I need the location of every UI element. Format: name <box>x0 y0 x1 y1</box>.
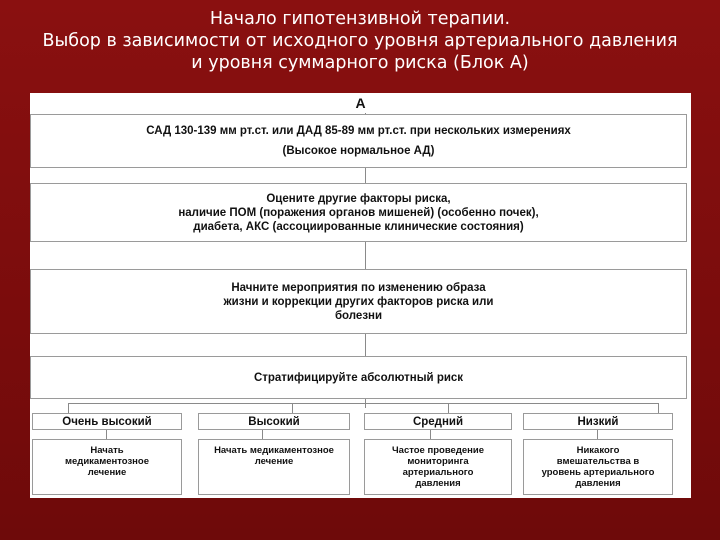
risk-drop-1 <box>106 429 107 439</box>
stratify-text: Стратифицируйте абсолютный риск <box>253 371 464 384</box>
action-very-high-line-1: Начать <box>90 445 124 456</box>
branch-drop-2 <box>292 403 293 413</box>
action-high-line-2: лечение <box>254 456 294 467</box>
title-line-2: Выбор в зависимости от исходного уровня артериального давления <box>42 31 678 51</box>
action-very-high-box <box>32 439 182 495</box>
risk-very-high-box <box>32 413 182 430</box>
bp-range-box <box>30 114 687 168</box>
action-low-line-4: давления <box>575 478 621 489</box>
lifestyle-box <box>30 269 687 334</box>
risk-drop-4 <box>597 429 598 439</box>
action-high-line-1: Начать медикаментозное <box>214 445 334 456</box>
title-line-1: Начало гипотензивной терапии. <box>209 9 511 29</box>
risk-high-label: Высокий <box>248 415 300 428</box>
bp-range-text: САД 130-139 мм рт.ст. или ДАД 85-89 мм рт.ст. при нескольких измерениях <box>146 125 571 137</box>
risk-low-box <box>523 413 673 430</box>
risk-factors-line-2: наличие ПОМ (поражения органов мишеней) (особенно почек), <box>178 206 539 219</box>
action-medium-line-3: артериального <box>402 467 474 478</box>
risk-drop-3 <box>430 429 431 439</box>
risk-very-high-label: Очень высокий <box>62 415 152 428</box>
action-low-line-3: уровень артериального <box>541 467 655 478</box>
risk-high-box <box>198 413 350 430</box>
action-low-box <box>523 439 673 495</box>
branch-horizontal <box>68 403 659 404</box>
flowchart-panel <box>30 93 691 498</box>
risk-medium-label: Средний <box>412 415 464 428</box>
block-label: А <box>355 95 366 111</box>
risk-factors-box <box>30 183 687 242</box>
action-low-line-1: Никакого <box>576 445 620 456</box>
action-very-high-line-3: лечение <box>87 467 127 478</box>
action-medium-line-2: мониторинга <box>407 456 469 467</box>
branch-drop-4 <box>658 403 659 413</box>
action-medium-line-4: давления <box>415 478 461 489</box>
action-medium-line-1: Частое проведение <box>391 445 484 456</box>
bp-range-subtext: (Высокое нормальное АД) <box>282 145 435 157</box>
action-high-box <box>198 439 350 495</box>
stratify-box <box>30 356 687 399</box>
connector-4 <box>365 333 366 356</box>
lifestyle-line-3: болезни <box>334 309 383 322</box>
branch-drop-3 <box>448 403 449 413</box>
lifestyle-line-1: Начните мероприятия по изменению образа <box>231 281 486 294</box>
risk-medium-box <box>364 413 512 430</box>
risk-factors-line-3: диабета, АКС (ассоциированные клинические состояния) <box>193 220 524 233</box>
risk-low-label: Низкий <box>577 415 619 428</box>
title-line-3: и уровня суммарного риска (Блок А) <box>191 53 529 73</box>
slide-title <box>0 8 720 74</box>
lifestyle-line-2: жизни и коррекции других факторов риска или <box>223 295 494 308</box>
action-very-high-line-2: медикаментозное <box>64 456 150 467</box>
connector-2 <box>365 167 366 183</box>
branch-drop-1 <box>68 403 69 413</box>
connector-3 <box>365 241 366 269</box>
action-medium-box <box>364 439 512 495</box>
action-low-line-2: вмешательства в <box>556 456 640 467</box>
risk-factors-line-1: Оцените другие факторы риска, <box>266 192 451 205</box>
risk-drop-2 <box>262 429 263 439</box>
